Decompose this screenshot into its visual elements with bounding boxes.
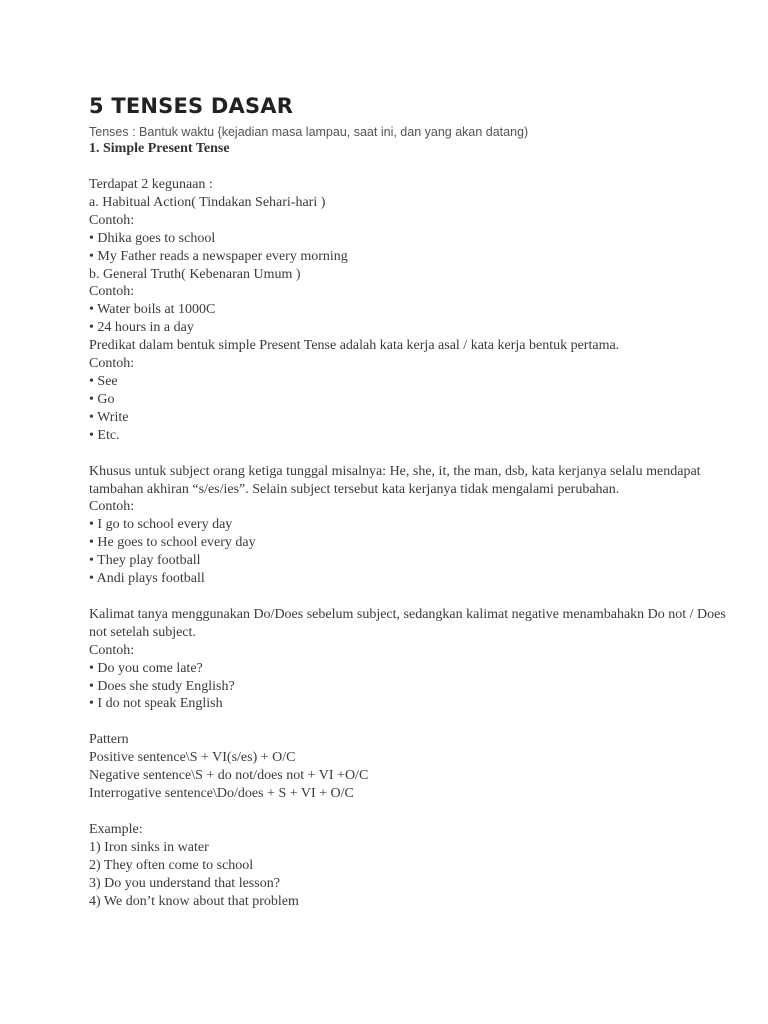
page-title: 5 TENSES DASAR <box>89 94 294 118</box>
list-item: • He goes to school every day <box>89 535 256 551</box>
list-item: • Do you come late? <box>89 660 203 676</box>
pattern-line: Positive sentence\S + VI(s/es) + O/C <box>89 750 296 766</box>
page-subtitle: Tenses : Bantuk waktu {kejadian masa lampau, saat ini, dan yang akan datang) <box>89 125 529 139</box>
example-title: Example: <box>89 822 143 837</box>
text-line: Terdapat 2 kegunaan : <box>89 177 213 192</box>
list-item: • Etc. <box>89 427 120 443</box>
example-line: 1) Iron sinks in water <box>89 839 209 855</box>
pattern-title: Pattern <box>89 732 129 748</box>
spacer <box>89 445 729 463</box>
spacer <box>89 713 729 731</box>
pattern-block <box>89 731 729 803</box>
text-line: Contoh: <box>89 356 135 372</box>
list-item: • Does she study English? <box>89 678 235 694</box>
list-item: • See <box>89 373 118 389</box>
text-line: Contoh: <box>89 212 135 228</box>
example-line: 2) They often come to school <box>89 857 254 873</box>
example-line: 3) Do you understand that lesson? <box>89 875 280 891</box>
example-line: 4) We don’t know about that problem <box>89 893 299 909</box>
text-line: Contoh: <box>89 642 135 658</box>
spacer <box>89 158 729 176</box>
paragraph: Kalimat tanya menggunakan Do/Does sebelum subject, sedangkan kalimat negative menambahakn Do not / Does not setelah subject. <box>89 606 726 640</box>
text-line: Contoh: <box>89 284 135 300</box>
list-item: • Dhika goes to school <box>89 230 216 246</box>
list-item: • They play football <box>89 553 201 569</box>
third-person-block <box>89 463 729 588</box>
paragraph: Khusus untuk subject orang ketiga tunggal misalnya: He, she, it, the man, dsb, kata kerjanya selalu mendapat tambahan akhiran “s/es/ies”. Selain subject tersebut kata kerjanya tidak mengalami perubahan. <box>89 463 701 497</box>
section-title: 1. Simple Present Tense <box>89 141 230 156</box>
list-item: • Go <box>89 391 115 407</box>
text-line: b. General Truth( Kebenaran Umum ) <box>89 266 301 282</box>
spacer <box>89 803 729 821</box>
pattern-line: Negative sentence\S + do not/does not + VI +O/C <box>89 768 369 784</box>
list-item: • 24 hours in a day <box>89 320 194 336</box>
list-item: • Andi plays football <box>89 571 205 587</box>
list-item: • My Father reads a newspaper every morning <box>89 248 348 264</box>
question-block <box>89 606 729 713</box>
pattern-line: Interrogative sentence\Do/does + S + VI + O/C <box>89 786 354 802</box>
list-item: • Write <box>89 409 129 425</box>
document-content <box>89 92 729 911</box>
text-line: Predikat dalam bentuk simple Present Tense adalah kata kerja asal / kata kerja bentuk pertama. <box>89 338 620 354</box>
text-line: a. Habitual Action( Tindakan Sehari-hari ) <box>89 194 326 210</box>
example-block <box>89 821 729 911</box>
spacer <box>89 588 729 606</box>
list-item: • I go to school every day <box>89 517 233 533</box>
list-item: • Water boils at 1000C <box>89 302 216 318</box>
list-item: • I do not speak English <box>89 696 223 712</box>
text-line: Contoh: <box>89 499 135 515</box>
usage-block <box>89 176 729 445</box>
